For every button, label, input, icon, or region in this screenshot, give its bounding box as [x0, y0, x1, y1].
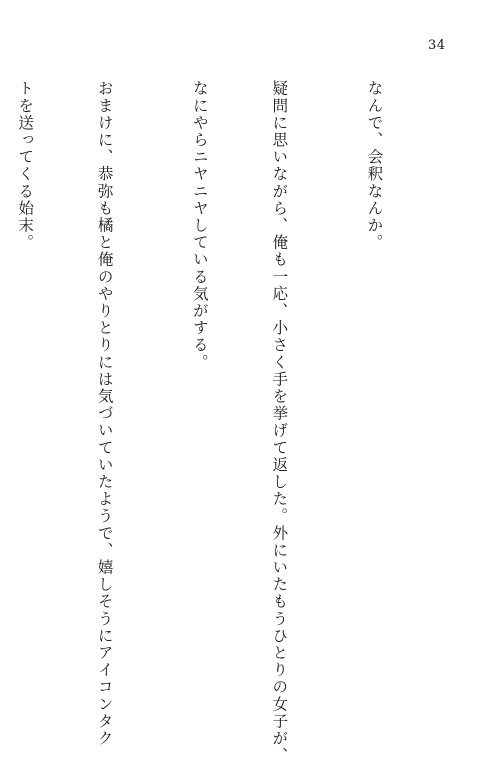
text-line: トを送ってくる始末。	[16, 80, 35, 251]
text-line: 疑問に思いながら、俺も一応、小さく手を挙げて返した。外にいたもうひとりの女子が、	[270, 80, 289, 764]
vertical-text-block	[0, 80, 456, 764]
text-line: なんで、会釈なんか。	[365, 80, 384, 251]
page-number: 34	[428, 38, 446, 53]
text-line: なにやらニヤニヤしている気がする。	[190, 80, 209, 371]
text-line: おまけに、恭弥も橘と俺のやりとりには気づいていたようで、嬉しそうにアイコンタク	[95, 80, 114, 747]
